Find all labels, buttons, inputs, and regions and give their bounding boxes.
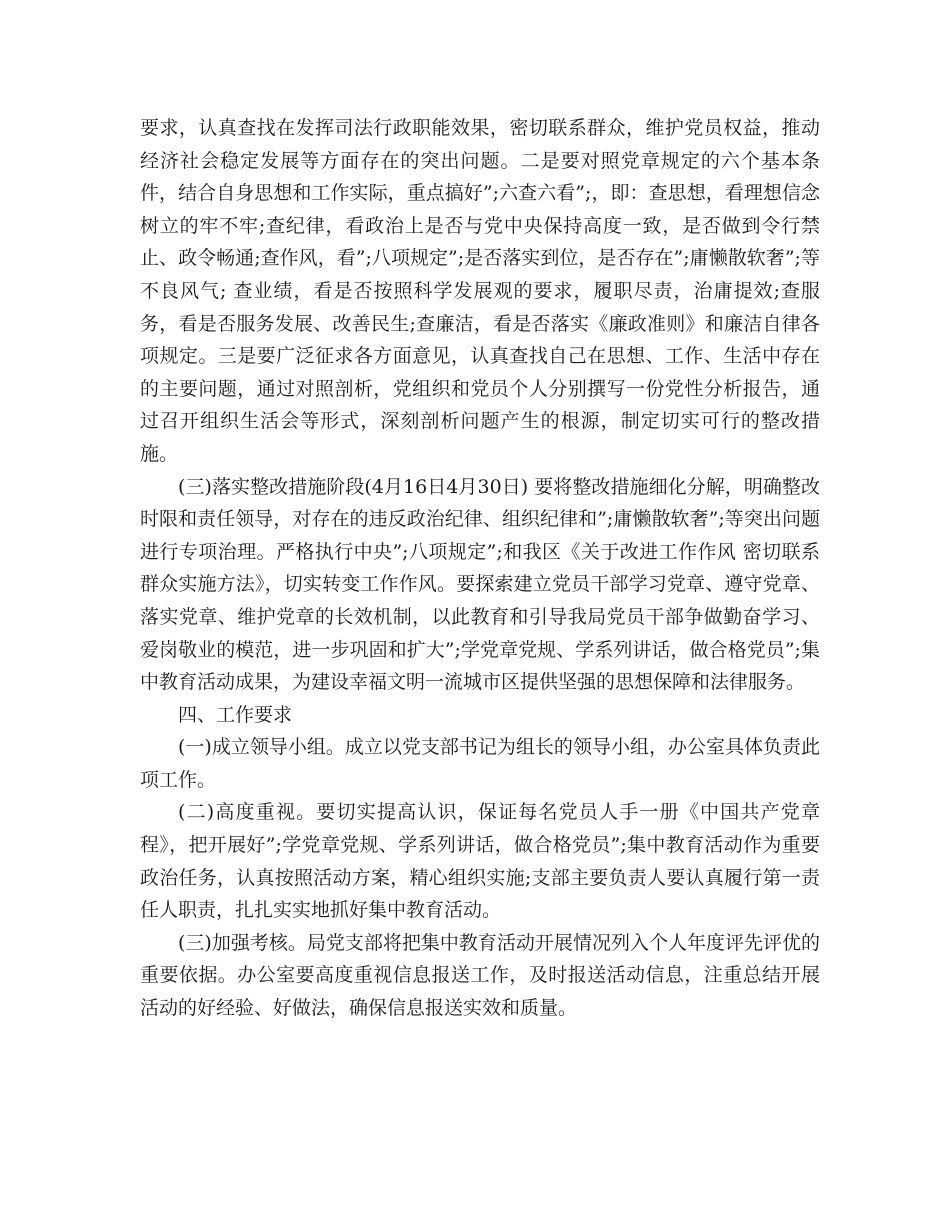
paragraph-requirement-3: (三)加强考核。局党支部将把集中教育活动开展情况列入个人年度评先评优的重要依据。办公室要高度重视信息报送工作，及时报送活动信息，注重总结开展活动的好经验、好做法，确保信息报送实效和质量。	[140, 931, 820, 1020]
paragraph-section-3: (三)落实整改措施阶段(4月16日4月30日) 要将整改措施细化分解，明确整改时限和责任领导，对存在的违反政治纪律、组织纪律和”;庸懒散软奢”;等突出问题进行专项治理。严格执行中央”;八项规定”;和我区《关于改进工作作风 密切联系群众实施方法》，切实转变工作作风。要探索建立党员干部学习党章、遵守党章、落实党章、维护党章的长效机制，以此教育和引导我局党员干部争做勤奋学习、爱岗敬业的模范，进一步巩固和扩大”;学党章党规、学系列讲话，做合格党员”;集中教育活动成果，为建设幸福文明一流城市区提供坚强的思想保障和法律服务。	[140, 475, 820, 694]
paragraph-requirement-2: (二)高度重视。要切实提高认识，保证每名党员人手一册《中国共产党章程》，把开展好”;学党章党规、学系列讲话，做合格党员”;集中教育活动作为重要政治任务，认真按照活动方案，精心组织实施;支部主要负责人要认真履行第一责任人职责，扎扎实实地抓好集中教育活动。	[140, 801, 820, 922]
paragraph-requirement-1: (一)成立领导小组。成立以党支部书记为组长的领导小组，办公室具体负责此项工作。	[140, 736, 820, 791]
document-body	[140, 112, 820, 1025]
paragraph-continuation: 要求，认真查找在发挥司法行政职能效果，密切联系群众，维护党员权益，推动经济社会稳定发展等方面存在的突出问题。二是要对照党章规定的六个基本条件，结合自身思想和工作实际，重点搞好”;六查六看”;，即：查思想，看理想信念树立的牢不牢;查纪律，看政治上是否与党中央保持高度一致，是否做到令行禁止、政令畅通;查作风，看”;八项规定”;是否落实到位，是否存在”;庸懒散软奢”;等不良风气; 查业绩，看是否按照科学发展观的要求，履职尽责，治庸提效;查服务，看是否服务发展、改善民生;查廉洁，看是否落实《廉政准则》和廉洁自律各项规定。三是要广泛征求各方面意见，认真查找自己在思想、工作、生活中存在的主要问题，通过对照剖析，党组织和党员个人分别撰写一份党性分析报告，通过召开组织生活会等形式，深刻剖析问题产生的根源，制定切实可行的整改措施。	[140, 117, 820, 465]
section-heading-work-requirements: 四、工作要求	[178, 703, 293, 726]
